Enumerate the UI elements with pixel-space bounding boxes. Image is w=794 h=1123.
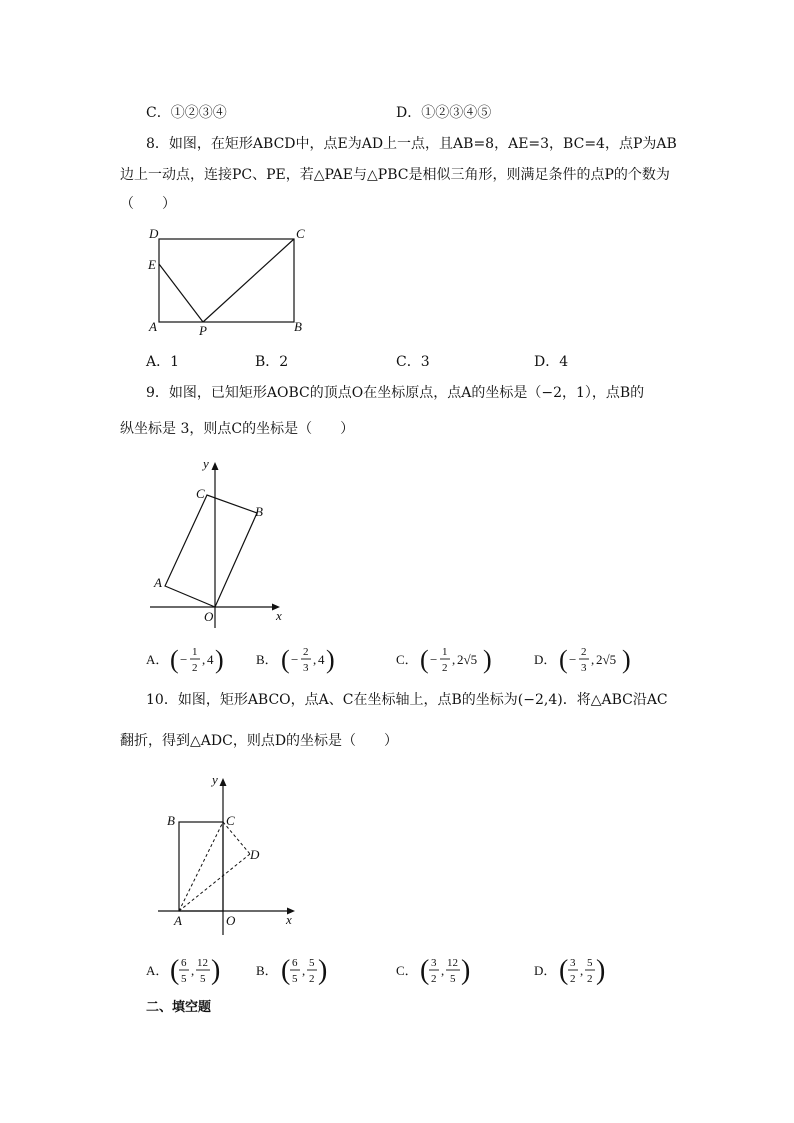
q9-option-a-num: 1 xyxy=(192,646,198,658)
right-paren-icon: ) xyxy=(483,645,492,674)
q10-option-b-d2: 2 xyxy=(309,973,315,985)
left-paren-icon: ( xyxy=(281,955,291,986)
comma-icon: , xyxy=(591,652,595,667)
q8-label-e: E xyxy=(148,257,156,272)
comma-icon: , xyxy=(441,963,445,978)
q9-option-c-num: 1 xyxy=(442,646,448,658)
q8-label-b: B xyxy=(294,319,302,334)
q10-option-c-n2: 12 xyxy=(447,957,458,969)
q10-option-b-n2: 5 xyxy=(309,957,315,969)
q10-figure xyxy=(150,770,310,940)
right-paren-icon: ) xyxy=(461,955,471,986)
q9-option-b-sign: − xyxy=(291,652,299,667)
q10-option-c-letter: C． xyxy=(396,963,418,978)
q10-option-a xyxy=(146,955,220,986)
q8-segment-pe xyxy=(159,264,203,322)
q10-diagonal-ac xyxy=(179,822,223,911)
right-paren-icon: ) xyxy=(318,955,328,986)
comma-icon: , xyxy=(580,963,584,978)
q8-option-b: B．2 xyxy=(255,354,289,370)
q10-options xyxy=(140,950,620,992)
section-title-fill-in: 二、填空题 xyxy=(146,1000,212,1015)
q10-label-d: D xyxy=(250,847,260,862)
comma-icon: , xyxy=(191,963,195,978)
q9-option-b-den: 3 xyxy=(303,662,309,674)
q10-label-c: C xyxy=(226,813,235,828)
q8-answer-bracket: （ ） xyxy=(120,196,176,212)
q10-label-y: y xyxy=(212,772,218,787)
q8-label-a: A xyxy=(149,319,157,334)
q10-option-c-n1: 3 xyxy=(431,957,437,969)
q10-y-arrow-icon xyxy=(220,778,227,786)
q9-option-d-second: 2√5 xyxy=(596,652,617,667)
right-paren-icon: ) xyxy=(622,645,631,674)
q10-option-b-letter: B． xyxy=(256,963,278,978)
q8-option-a: A．1 xyxy=(146,354,180,370)
q9-label-c: C xyxy=(196,486,205,501)
comma-icon: , xyxy=(452,652,456,667)
q10-option-a-n2: 12 xyxy=(197,957,208,969)
q9-option-a-den: 2 xyxy=(192,662,198,674)
right-paren-icon: ) xyxy=(326,645,335,674)
q9-option-d-num: 2 xyxy=(581,646,587,658)
q9-option-c-second: 2√5 xyxy=(457,652,478,667)
q10-segment-ad xyxy=(179,854,250,911)
q10-option-d-n1: 3 xyxy=(570,957,576,969)
q9-option-c xyxy=(396,645,492,674)
q10-option-c-d1: 2 xyxy=(431,973,437,985)
q10-option-b-n1: 6 xyxy=(292,957,298,969)
q9-figure xyxy=(140,450,300,630)
q9-option-a xyxy=(146,645,224,674)
q8-option-d: D．4 xyxy=(534,354,569,370)
q10-option-a-n1: 6 xyxy=(181,957,187,969)
q9-option-b-num: 2 xyxy=(303,646,309,658)
right-paren-icon: ) xyxy=(215,645,224,674)
q10-option-d xyxy=(534,955,605,986)
left-paren-icon: ( xyxy=(559,955,569,986)
q8-rectangle xyxy=(159,239,294,322)
q10-option-b-d1: 5 xyxy=(292,973,298,985)
q10-option-a-d1: 5 xyxy=(181,973,187,985)
q8-label-d: D xyxy=(149,226,159,241)
q9-option-c-letter: C． xyxy=(396,652,418,667)
q7-option-d: D．①②③④⑤ xyxy=(396,105,492,121)
q10-option-c-d2: 5 xyxy=(450,973,456,985)
q10-label-a: A xyxy=(174,913,182,928)
q10-stem-line1: 10．如图，矩形ABCO，点A、C在坐标轴上，点B的坐标为(−2,4)．将△ABC沿AC xyxy=(146,692,668,708)
comma-icon: , xyxy=(302,963,306,978)
q9-option-c-den: 2 xyxy=(442,662,448,674)
left-paren-icon: ( xyxy=(281,645,290,674)
q8-option-c: C．3 xyxy=(396,354,430,370)
q9-label-x: x xyxy=(276,608,282,623)
q9-rectangle xyxy=(165,495,257,607)
q9-stem-line2: 纵坐标是 3，则点C的坐标是（ ） xyxy=(120,421,355,437)
q10-option-d-letter: D． xyxy=(534,963,557,978)
q10-option-b xyxy=(256,955,327,986)
q8-segment-pc xyxy=(203,239,294,322)
left-paren-icon: ( xyxy=(170,955,180,986)
q7-option-c: C．①②③④ xyxy=(146,105,227,121)
q9-label-b: B xyxy=(255,504,263,519)
q9-option-d-letter: D． xyxy=(534,652,557,667)
q10-label-b: B xyxy=(167,813,175,828)
right-paren-icon: ) xyxy=(596,955,606,986)
q9-option-d-sign: − xyxy=(569,652,577,667)
q9-option-a-letter: A． xyxy=(146,652,169,667)
q9-y-arrow-icon xyxy=(212,462,219,470)
q10-option-d-d1: 2 xyxy=(570,973,576,985)
q8-label-c: C xyxy=(296,226,305,241)
q9-option-d xyxy=(534,645,631,674)
q10-option-c xyxy=(396,955,470,986)
q9-option-b xyxy=(256,645,335,674)
q10-label-o: O xyxy=(226,913,236,928)
left-paren-icon: ( xyxy=(170,645,179,674)
q10-option-a-letter: A． xyxy=(146,963,169,978)
q10-label-x: x xyxy=(286,912,292,927)
q8-stem-line2: 边上一动点，连接PC、PE，若△PAE与△PBC是相似三角形，则满足条件的点P的个数为 xyxy=(120,167,670,183)
q9-option-c-sign: − xyxy=(430,652,438,667)
q9-stem-line1: 9．如图，已知矩形AOBC的顶点O在坐标原点，点A的坐标是（−2，1），点B的 xyxy=(146,385,645,401)
q9-option-d-den: 3 xyxy=(581,662,587,674)
q10-option-a-d2: 5 xyxy=(200,973,206,985)
q10-option-d-n2: 5 xyxy=(587,957,593,969)
right-paren-icon: ) xyxy=(211,955,221,986)
q10-stem-line2: 翻折，得到△ADC，则点D的坐标是（ ） xyxy=(120,733,399,749)
q8-label-p: P xyxy=(199,323,207,338)
q9-label-y: y xyxy=(203,456,209,471)
q9-option-b-letter: B． xyxy=(256,652,278,667)
q9-option-a-second: 4 xyxy=(207,652,214,667)
q9-option-a-sign: − xyxy=(180,652,188,667)
q9-label-o: O xyxy=(204,609,214,624)
q9-options xyxy=(140,640,660,680)
comma-icon: , xyxy=(202,652,206,667)
q8-stem-line1: 8．如图，在矩形ABCD中，点E为AD上一点，且AB=8，AE=3，BC=4，点P为AB xyxy=(146,136,677,152)
left-paren-icon: ( xyxy=(559,645,568,674)
q9-option-b-second: 4 xyxy=(318,652,325,667)
left-paren-icon: ( xyxy=(420,955,430,986)
comma-icon: , xyxy=(313,652,317,667)
left-paren-icon: ( xyxy=(420,645,429,674)
q9-label-a: A xyxy=(154,575,162,590)
q10-option-d-d2: 2 xyxy=(587,973,593,985)
q8-figure xyxy=(140,224,320,344)
